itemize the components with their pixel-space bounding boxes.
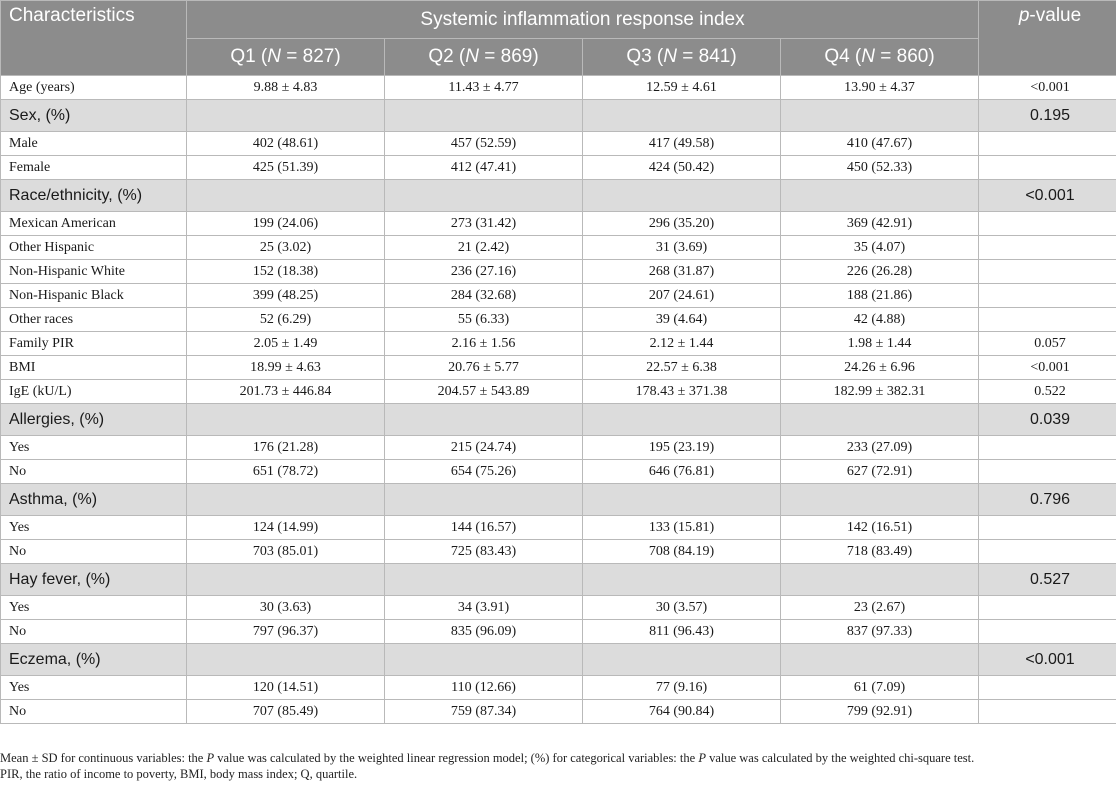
- cell-q3: [583, 100, 781, 132]
- cell-q2: 654 (75.26): [385, 460, 583, 484]
- table-row: [1, 284, 1116, 308]
- row-label: No: [1, 460, 187, 484]
- cell-q2: 725 (83.43): [385, 540, 583, 564]
- cell-q3: 646 (76.81): [583, 460, 781, 484]
- row-label: Female: [1, 156, 187, 180]
- cell-q3: [583, 564, 781, 596]
- cell-q4: 369 (42.91): [781, 212, 979, 236]
- cell-q2: 457 (52.59): [385, 132, 583, 156]
- cell-q4: 410 (47.67): [781, 132, 979, 156]
- cell-q2: 412 (47.41): [385, 156, 583, 180]
- cell-p-value: [979, 516, 1116, 540]
- cell-q4: 13.90 ± 4.37: [781, 76, 979, 100]
- cell-q3: [583, 644, 781, 676]
- cell-q3: 178.43 ± 371.38: [583, 380, 781, 404]
- cell-q3: 268 (31.87): [583, 260, 781, 284]
- cell-q2: [385, 100, 583, 132]
- table-row: [1, 156, 1116, 180]
- cell-p-value: 0.039: [979, 404, 1116, 436]
- cell-q4: [781, 180, 979, 212]
- cell-q1: [187, 484, 385, 516]
- row-label: BMI: [1, 356, 187, 380]
- p-suffix: -value: [1029, 5, 1082, 26]
- cell-q2: 835 (96.09): [385, 620, 583, 644]
- row-label: IgE (kU/L): [1, 380, 187, 404]
- cell-q4: 799 (92.91): [781, 700, 979, 724]
- row-label: Other Hispanic: [1, 236, 187, 260]
- cell-q4: 1.98 ± 1.44: [781, 332, 979, 356]
- cell-q2: 144 (16.57): [385, 516, 583, 540]
- cell-p-value: 0.527: [979, 564, 1116, 596]
- cell-p-value: 0.195: [979, 100, 1116, 132]
- cell-q3: 417 (49.58): [583, 132, 781, 156]
- header-q2: Q2 (N = 869): [385, 39, 583, 76]
- table-row: [1, 516, 1116, 540]
- row-label: No: [1, 620, 187, 644]
- cell-q1: 2.05 ± 1.49: [187, 332, 385, 356]
- cell-q3: 133 (15.81): [583, 516, 781, 540]
- cell-q3: [583, 404, 781, 436]
- cell-q3: 22.57 ± 6.38: [583, 356, 781, 380]
- cell-q3: 30 (3.57): [583, 596, 781, 620]
- cell-q2: 2.16 ± 1.56: [385, 332, 583, 356]
- table-row: [1, 260, 1116, 284]
- cell-q4: 188 (21.86): [781, 284, 979, 308]
- cell-q1: 651 (78.72): [187, 460, 385, 484]
- section-header-row: [1, 564, 1116, 596]
- cell-q1: [187, 180, 385, 212]
- cell-q3: 811 (96.43): [583, 620, 781, 644]
- cell-q2: 21 (2.42): [385, 236, 583, 260]
- table-row: [1, 700, 1116, 724]
- section-header-row: [1, 644, 1116, 676]
- cell-q2: 34 (3.91): [385, 596, 583, 620]
- row-label: Other races: [1, 308, 187, 332]
- cell-q4: 718 (83.49): [781, 540, 979, 564]
- cell-q4: 450 (52.33): [781, 156, 979, 180]
- row-label: Mexican American: [1, 212, 187, 236]
- cell-q1: 797 (96.37): [187, 620, 385, 644]
- cell-p-value: 0.796: [979, 484, 1116, 516]
- header-q4: Q4 (N = 860): [781, 39, 979, 76]
- row-label: Yes: [1, 516, 187, 540]
- cell-q3: 31 (3.69): [583, 236, 781, 260]
- table-row: [1, 212, 1116, 236]
- cell-p-value: [979, 460, 1116, 484]
- table-row: [1, 436, 1116, 460]
- table-row: [1, 460, 1116, 484]
- table-row: [1, 676, 1116, 700]
- cell-q1: 152 (18.38): [187, 260, 385, 284]
- row-label: Eczema, (%): [1, 644, 187, 676]
- cell-q1: [187, 644, 385, 676]
- header-q3: Q3 (N = 841): [583, 39, 781, 76]
- cell-q3: 195 (23.19): [583, 436, 781, 460]
- cell-q3: 39 (4.64): [583, 308, 781, 332]
- table-row: [1, 236, 1116, 260]
- cell-q2: 11.43 ± 4.77: [385, 76, 583, 100]
- cell-q4: 142 (16.51): [781, 516, 979, 540]
- cell-q1: 703 (85.01): [187, 540, 385, 564]
- cell-q3: 296 (35.20): [583, 212, 781, 236]
- cell-q4: 23 (2.67): [781, 596, 979, 620]
- cell-q1: 9.88 ± 4.83: [187, 76, 385, 100]
- cell-q2: 20.76 ± 5.77: [385, 356, 583, 380]
- cell-p-value: [979, 540, 1116, 564]
- cell-q2: [385, 564, 583, 596]
- cell-q1: 399 (48.25): [187, 284, 385, 308]
- cell-q4: [781, 404, 979, 436]
- row-label: Non-Hispanic Black: [1, 284, 187, 308]
- cell-q3: [583, 180, 781, 212]
- cell-q1: 425 (51.39): [187, 156, 385, 180]
- footnote-line-1: Mean ± SD for continuous variables: the P value was calculated by the weighted linear regression model; (%) for categorical variables: the P value was calculated by the weighted chi-square test.: [0, 751, 975, 765]
- cell-q1: 18.99 ± 4.63: [187, 356, 385, 380]
- cell-q4: 42 (4.88): [781, 308, 979, 332]
- table-row: [1, 596, 1116, 620]
- section-header-row: [1, 180, 1116, 212]
- cell-q3: [583, 484, 781, 516]
- table-row: [1, 356, 1116, 380]
- cell-q1: 30 (3.63): [187, 596, 385, 620]
- cell-q1: [187, 404, 385, 436]
- cell-q1: [187, 100, 385, 132]
- cell-q1: 25 (3.02): [187, 236, 385, 260]
- p-italic: p: [1018, 5, 1030, 26]
- cell-q4: [781, 564, 979, 596]
- cell-p-value: 0.057: [979, 332, 1116, 356]
- row-label: Sex, (%): [1, 100, 187, 132]
- cell-q4: [781, 644, 979, 676]
- cell-q2: 273 (31.42): [385, 212, 583, 236]
- header-p-value: [979, 1, 1116, 76]
- cell-q3: 12.59 ± 4.61: [583, 76, 781, 100]
- row-label: Yes: [1, 676, 187, 700]
- cell-q1: 124 (14.99): [187, 516, 385, 540]
- row-label: Yes: [1, 436, 187, 460]
- cell-q4: 182.99 ± 382.31: [781, 380, 979, 404]
- cell-q2: [385, 484, 583, 516]
- cell-q4: 226 (26.28): [781, 260, 979, 284]
- row-label: Non-Hispanic White: [1, 260, 187, 284]
- row-label: No: [1, 540, 187, 564]
- cell-q4: 24.26 ± 6.96: [781, 356, 979, 380]
- cell-q4: 61 (7.09): [781, 676, 979, 700]
- table-header: [1, 1, 1116, 76]
- cell-q1: 707 (85.49): [187, 700, 385, 724]
- cell-q2: [385, 180, 583, 212]
- cell-q1: 120 (14.51): [187, 676, 385, 700]
- cell-q4: 837 (97.33): [781, 620, 979, 644]
- cell-q1: 176 (21.28): [187, 436, 385, 460]
- cell-q1: 402 (48.61): [187, 132, 385, 156]
- cell-q2: 236 (27.16): [385, 260, 583, 284]
- cell-p-value: <0.001: [979, 76, 1116, 100]
- cell-q4: 627 (72.91): [781, 460, 979, 484]
- cell-q3: 424 (50.42): [583, 156, 781, 180]
- cell-p-value: [979, 156, 1116, 180]
- cell-p-value: 0.522: [979, 380, 1116, 404]
- cell-q2: 55 (6.33): [385, 308, 583, 332]
- cell-q1: 52 (6.29): [187, 308, 385, 332]
- cell-q1: 199 (24.06): [187, 212, 385, 236]
- row-label: Age (years): [1, 76, 187, 100]
- cell-q2: 759 (87.34): [385, 700, 583, 724]
- cell-p-value: [979, 700, 1116, 724]
- cell-p-value: [979, 260, 1116, 284]
- cell-q2: 284 (32.68): [385, 284, 583, 308]
- cell-q2: [385, 404, 583, 436]
- table-row: [1, 132, 1116, 156]
- table-body: [1, 76, 1116, 724]
- cell-p-value: [979, 620, 1116, 644]
- row-label: No: [1, 700, 187, 724]
- cell-q3: 708 (84.19): [583, 540, 781, 564]
- header-q1: Q1 (N = 827): [187, 39, 385, 76]
- cell-p-value: [979, 436, 1116, 460]
- cell-p-value: [979, 132, 1116, 156]
- cell-q2: [385, 644, 583, 676]
- table-row: [1, 332, 1116, 356]
- cell-p-value: [979, 212, 1116, 236]
- table-row: [1, 76, 1116, 100]
- header-group-title: Systemic inflammation response index: [187, 1, 979, 39]
- cell-q4: 233 (27.09): [781, 436, 979, 460]
- cell-q2: 215 (24.74): [385, 436, 583, 460]
- cell-q3: 77 (9.16): [583, 676, 781, 700]
- cell-p-value: [979, 676, 1116, 700]
- cell-p-value: [979, 284, 1116, 308]
- cell-p-value: [979, 596, 1116, 620]
- cell-p-value: <0.001: [979, 180, 1116, 212]
- row-label: Hay fever, (%): [1, 564, 187, 596]
- row-label: Male: [1, 132, 187, 156]
- cell-q1: 201.73 ± 446.84: [187, 380, 385, 404]
- section-header-row: [1, 404, 1116, 436]
- row-label: Family PIR: [1, 332, 187, 356]
- cell-q4: [781, 484, 979, 516]
- table-footnote: [0, 750, 1116, 782]
- header-characteristics: Characteristics: [1, 1, 187, 76]
- cell-q3: 764 (90.84): [583, 700, 781, 724]
- table-row: [1, 380, 1116, 404]
- cell-p-value: [979, 308, 1116, 332]
- cell-p-value: <0.001: [979, 356, 1116, 380]
- cell-q4: 35 (4.07): [781, 236, 979, 260]
- cell-q1: [187, 564, 385, 596]
- cell-p-value: <0.001: [979, 644, 1116, 676]
- row-label: Yes: [1, 596, 187, 620]
- cell-p-value: [979, 236, 1116, 260]
- section-header-row: [1, 100, 1116, 132]
- footnote-line-2: PIR, the ratio of income to poverty, BMI, body mass index; Q, quartile.: [0, 767, 358, 781]
- cell-q3: 207 (24.61): [583, 284, 781, 308]
- cell-q2: 110 (12.66): [385, 676, 583, 700]
- cell-q3: 2.12 ± 1.44: [583, 332, 781, 356]
- table-row: [1, 540, 1116, 564]
- table-row: [1, 308, 1116, 332]
- table-row: [1, 620, 1116, 644]
- row-label: Allergies, (%): [1, 404, 187, 436]
- cell-q2: 204.57 ± 543.89: [385, 380, 583, 404]
- row-label: Asthma, (%): [1, 484, 187, 516]
- section-header-row: [1, 484, 1116, 516]
- cell-q4: [781, 100, 979, 132]
- row-label: Race/ethnicity, (%): [1, 180, 187, 212]
